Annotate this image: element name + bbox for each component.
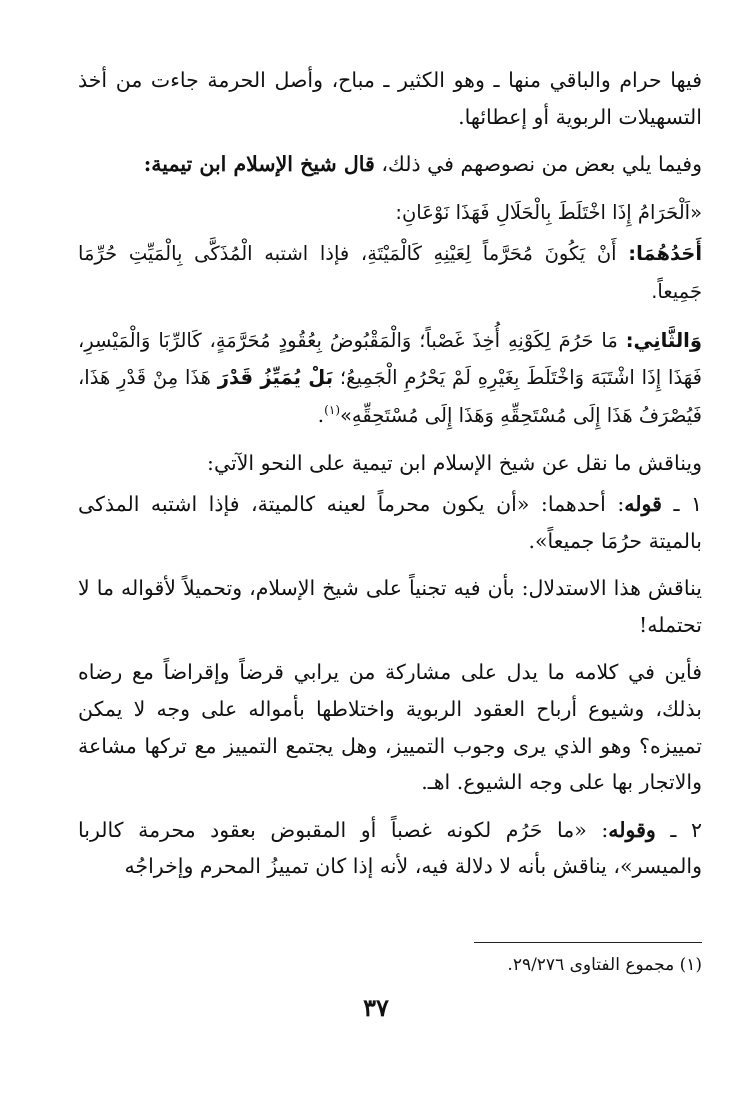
argument-text: فأين في كلامه ما يدل على مشاركة من يرابي قرضاً وإقراضاً مع رضاه بذلك، وشيوع أرباح العقود الربوية واختلاطها بأمواله على وجه لا يمكن تمييزه؟ وهو الذي يرى وجوب التمييز، وهل يجتمع التمييز مع تركها مشاعة والاتجار بها على وجه الشيوع. اهـ.: [78, 660, 702, 795]
point-one-discussion-text: يناقش هذا الاستدلال: بأن فيه تجنياً على شيخ الإسلام، وتحميلاً لأقواله ما لا تحتمله!: [78, 576, 702, 637]
quotes-lead-bold: قال شيخ الإسلام ابن تيمية:: [143, 152, 375, 177]
paragraph-point-one-discussion: [78, 570, 702, 643]
discussion-lead-text: ويناقش ما نقل عن شيخ الإسلام ابن تيمية على النحو الآتي:: [207, 451, 702, 476]
second-type-bold: بَلْ يُمَيِّزُ قَدْرَ: [217, 366, 334, 390]
point-two-number: ٢ ـ: [655, 817, 702, 842]
paragraph-argument: [78, 654, 702, 800]
quote-opening-text: «اَلْحَرَامُ إِذَا اخْتَلَطَ بِالْحَلَالِ فَهَذَا نَوْعَانِ:: [395, 200, 702, 224]
footnote: (١) مجموع الفتاوى ٢٩/٢٧٦.: [507, 955, 702, 975]
paragraph-second-type: [78, 322, 702, 435]
paragraph-intro-text: فيها حرام والباقي منها ـ وهو الكثير ـ مباح، وأصل الحرمة جاءت من أخذ التسهيلات الربوية أو إعطائها.: [78, 68, 702, 129]
footnote-separator: [474, 942, 702, 943]
first-type-label: أَحَدُهُمَا:: [628, 242, 702, 266]
point-one-text: : أحدهما: «أن يكون محرماً لعينه كالميتة، فإذا اشتبه المذكى بالميتة حرُمَا جميعاً».: [78, 491, 702, 553]
paragraph-quotes-lead: [78, 146, 702, 183]
point-two-text: : «ما حَرُم لكونه غصباً أو المقبوض بعقود محرمة كالربا والميسر»، يناقش بأنه لا دلالة فيه، لأنه إذا كان تمييزُ المحرم وإخراجُه: [78, 817, 702, 879]
paragraph-intro: [78, 62, 702, 135]
paragraph-quote-opening: [78, 194, 702, 232]
paragraph-point-two: [78, 812, 702, 885]
paragraph-first-type: [78, 235, 702, 310]
paragraph-discussion-lead: [78, 445, 702, 482]
quotes-lead-text: وفيما يلي بعض من نصوصهم في ذلك،: [374, 152, 702, 177]
main-text: [78, 62, 702, 896]
page-number: ٣٧: [363, 993, 389, 1022]
paragraph-point-one: [78, 486, 702, 559]
first-type-text: أَنْ يَكُونَ مُحَرَّماً لِعَيْنِهِ كَالْمَيْتَةِ، فإذا اشتبه الْمُذَكَّى بِالْمَيِّتِ حُرِّمَا جَمِيعاً.: [78, 242, 702, 303]
point-two-label: وقوله: [608, 817, 656, 842]
point-one-number: ١ ـ: [661, 491, 702, 516]
second-type-period: .: [317, 402, 325, 427]
second-type-text: مَا حَرُمَ لِكَوْنِهِ أُخِذَ غَصْباً؛ وَالْمَقْبُوضُ بِعُقُودٍ مُحَرَّمَةٍ، كَالرِّبَا وَالْمَيْسِرِ، فَهَذَا إِذَا اشْتَبَهَ وَاخْتَلَطَ بِغَيْرِهِ لَمْ يَحْرُمِ الْجَمِيعُ؛: [78, 328, 702, 390]
footnote-reference: (١): [324, 402, 340, 417]
second-type-label: وَالثَّانِي:: [625, 328, 702, 352]
point-one-label: قوله: [624, 491, 662, 516]
second-type-text-end: هَذَا مِنْ قَدْرِ هَذَا، فَيُصْرَفُ هَذَا إِلَى مُسْتَحِقِّهِ وَهَذَا إِلَى مُسْتَحِقِّهِ»: [78, 366, 702, 427]
